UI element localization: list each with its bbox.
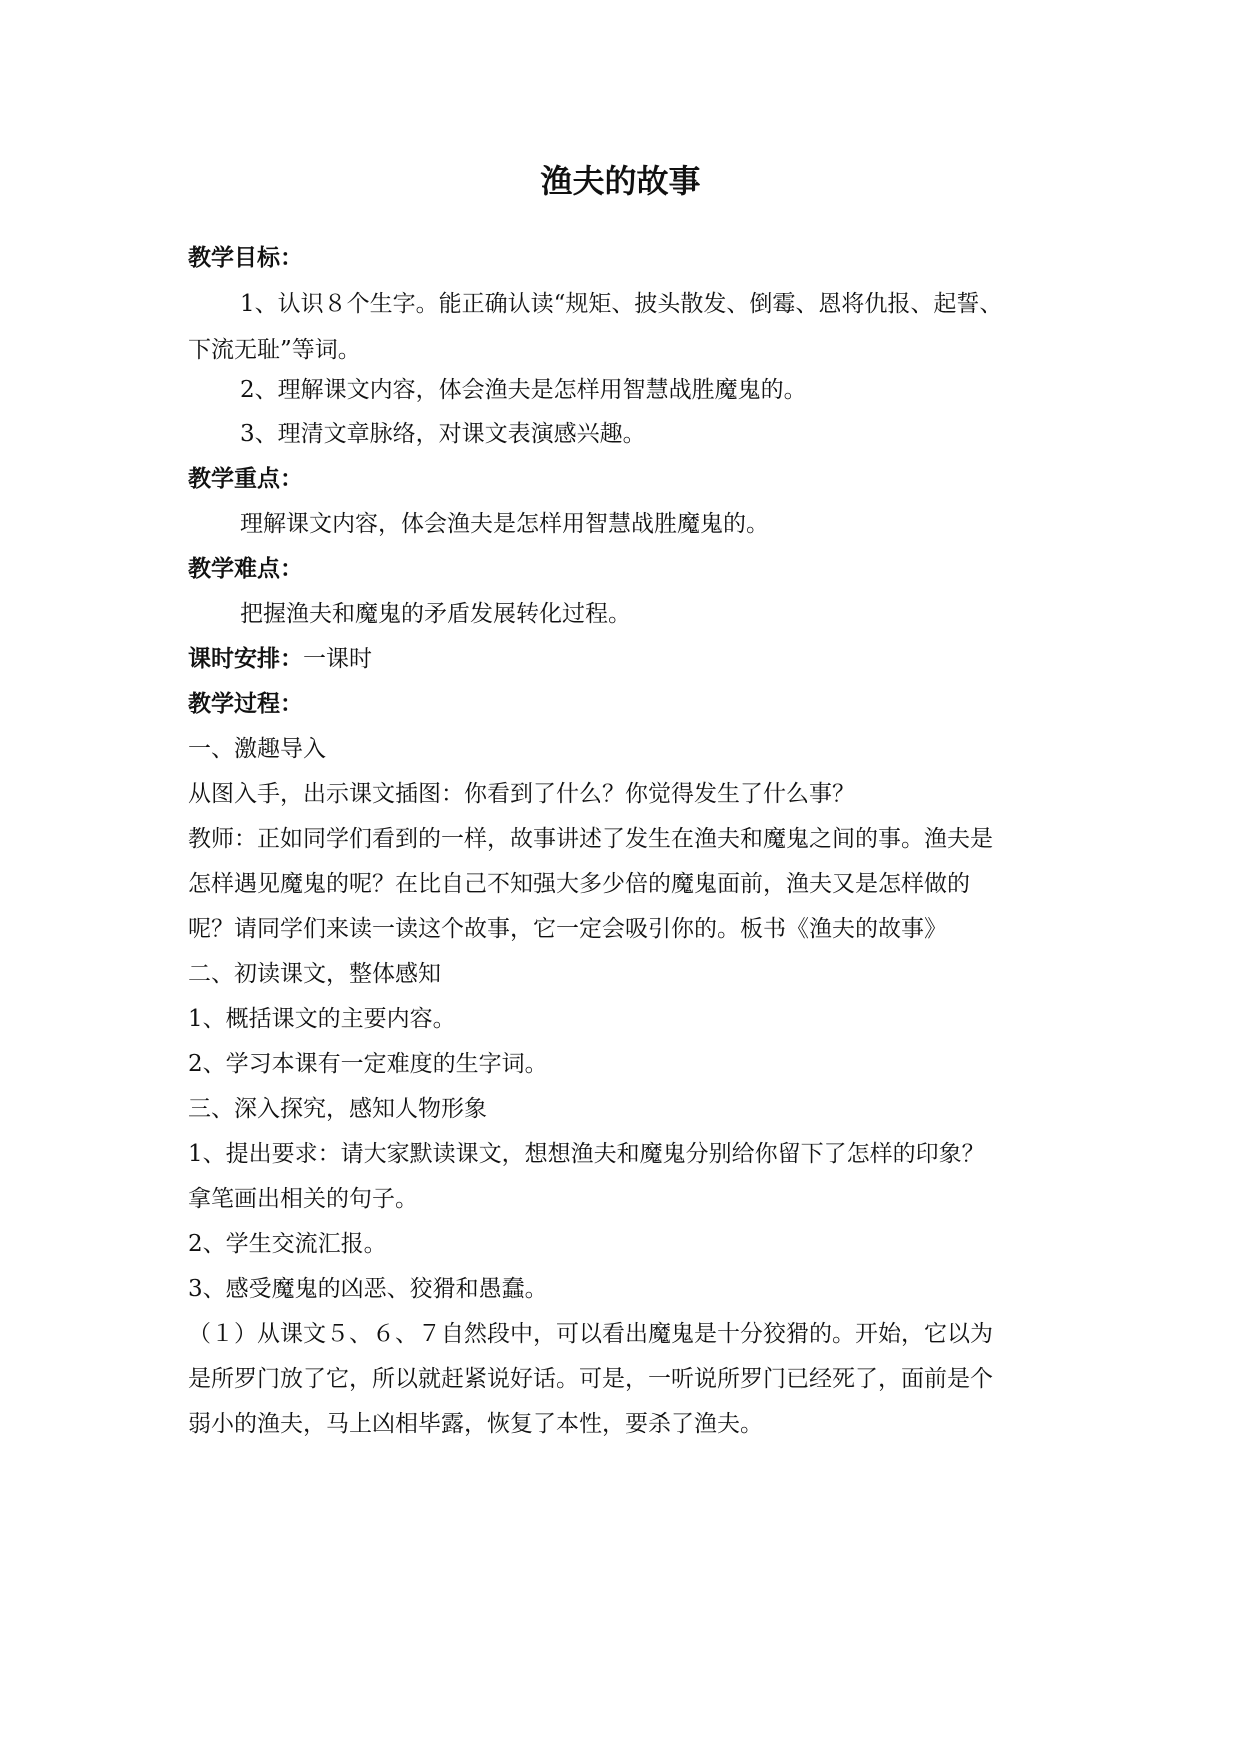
section-3-item-2: 2、学生交流汇报。 — [188, 1231, 387, 1257]
objective-2: 2、理解课文内容，体会渔夫是怎样用智慧战胜魔鬼的。 — [240, 377, 807, 403]
section-3-paragraph-line-3: 弱小的渔夫，马上凶相毕露，恢复了本性，要杀了渔夫。 — [188, 1411, 763, 1437]
objectives-heading: 教学目标： — [188, 245, 303, 271]
section-3-paragraph-line-2: 是所罗门放了它，所以就赶紧说好话。可是，一听说所罗门已经死了，面前是个 — [188, 1366, 993, 1392]
schedule-row — [188, 641, 1068, 677]
section-1-line-2: 教师：正如同学们看到的一样，故事讲述了发生在渔夫和魔鬼之间的事。渔夫是 — [188, 826, 993, 852]
objective-3: 3、理清文章脉络，对课文表演感兴趣。 — [240, 421, 646, 447]
key-points-heading: 教学重点： — [188, 466, 303, 492]
difficulties-heading: 教学难点： — [188, 556, 303, 582]
section-3-item-3: 3、感受魔鬼的凶恶、狡猾和愚蠢。 — [188, 1276, 548, 1302]
section-1-line-4: 呢？请同学们来读一读这个故事，它一定会吸引你的。板书《渔夫的故事》 — [188, 916, 947, 942]
document-title: 渔夫的故事 — [540, 162, 701, 200]
objective-1-line-1: 1、认识８个生字。能正确认读“规矩、披头散发、倒霉、恩将仇报、起誓、 — [240, 291, 1003, 317]
section-1-line-3: 怎样遇见魔鬼的呢？在比自己不知强大多少倍的魔鬼面前，渔夫又是怎样做的 — [188, 871, 970, 897]
section-1-heading: 一、激趣导入 — [188, 736, 326, 762]
section-3-item-1-line-2: 拿笔画出相关的句子。 — [188, 1186, 418, 1212]
difficulties-text: 把握渔夫和魔鬼的矛盾发展转化过程。 — [240, 601, 631, 627]
section-3-heading: 三、深入探究，感知人物形象 — [188, 1096, 487, 1122]
section-3-paragraph-line-1: （１）从课文５、６、７自然段中，可以看出魔鬼是十分狡猾的。开始，它以为 — [188, 1321, 993, 1347]
section-2-item-1: 1、概括课文的主要内容。 — [188, 1006, 456, 1032]
schedule-text: 一课时 — [303, 646, 372, 672]
section-1-line-1: 从图入手，出示课文插图：你看到了什么？你觉得发生了什么事？ — [188, 781, 855, 807]
key-points-text: 理解课文内容，体会渔夫是怎样用智慧战胜魔鬼的。 — [240, 511, 769, 537]
section-3-item-1-line-1: 1、提出要求：请大家默读课文，想想渔夫和魔鬼分别给你留下了怎样的印象？ — [188, 1141, 985, 1167]
process-heading: 教学过程： — [188, 691, 303, 717]
schedule-heading: 课时安排： — [188, 646, 303, 672]
section-2-heading: 二、初读课文，整体感知 — [188, 961, 441, 987]
objective-1-line-2: 下流无耻”等词。 — [188, 337, 361, 363]
section-2-item-2: 2、学习本课有一定难度的生字词。 — [188, 1051, 548, 1077]
